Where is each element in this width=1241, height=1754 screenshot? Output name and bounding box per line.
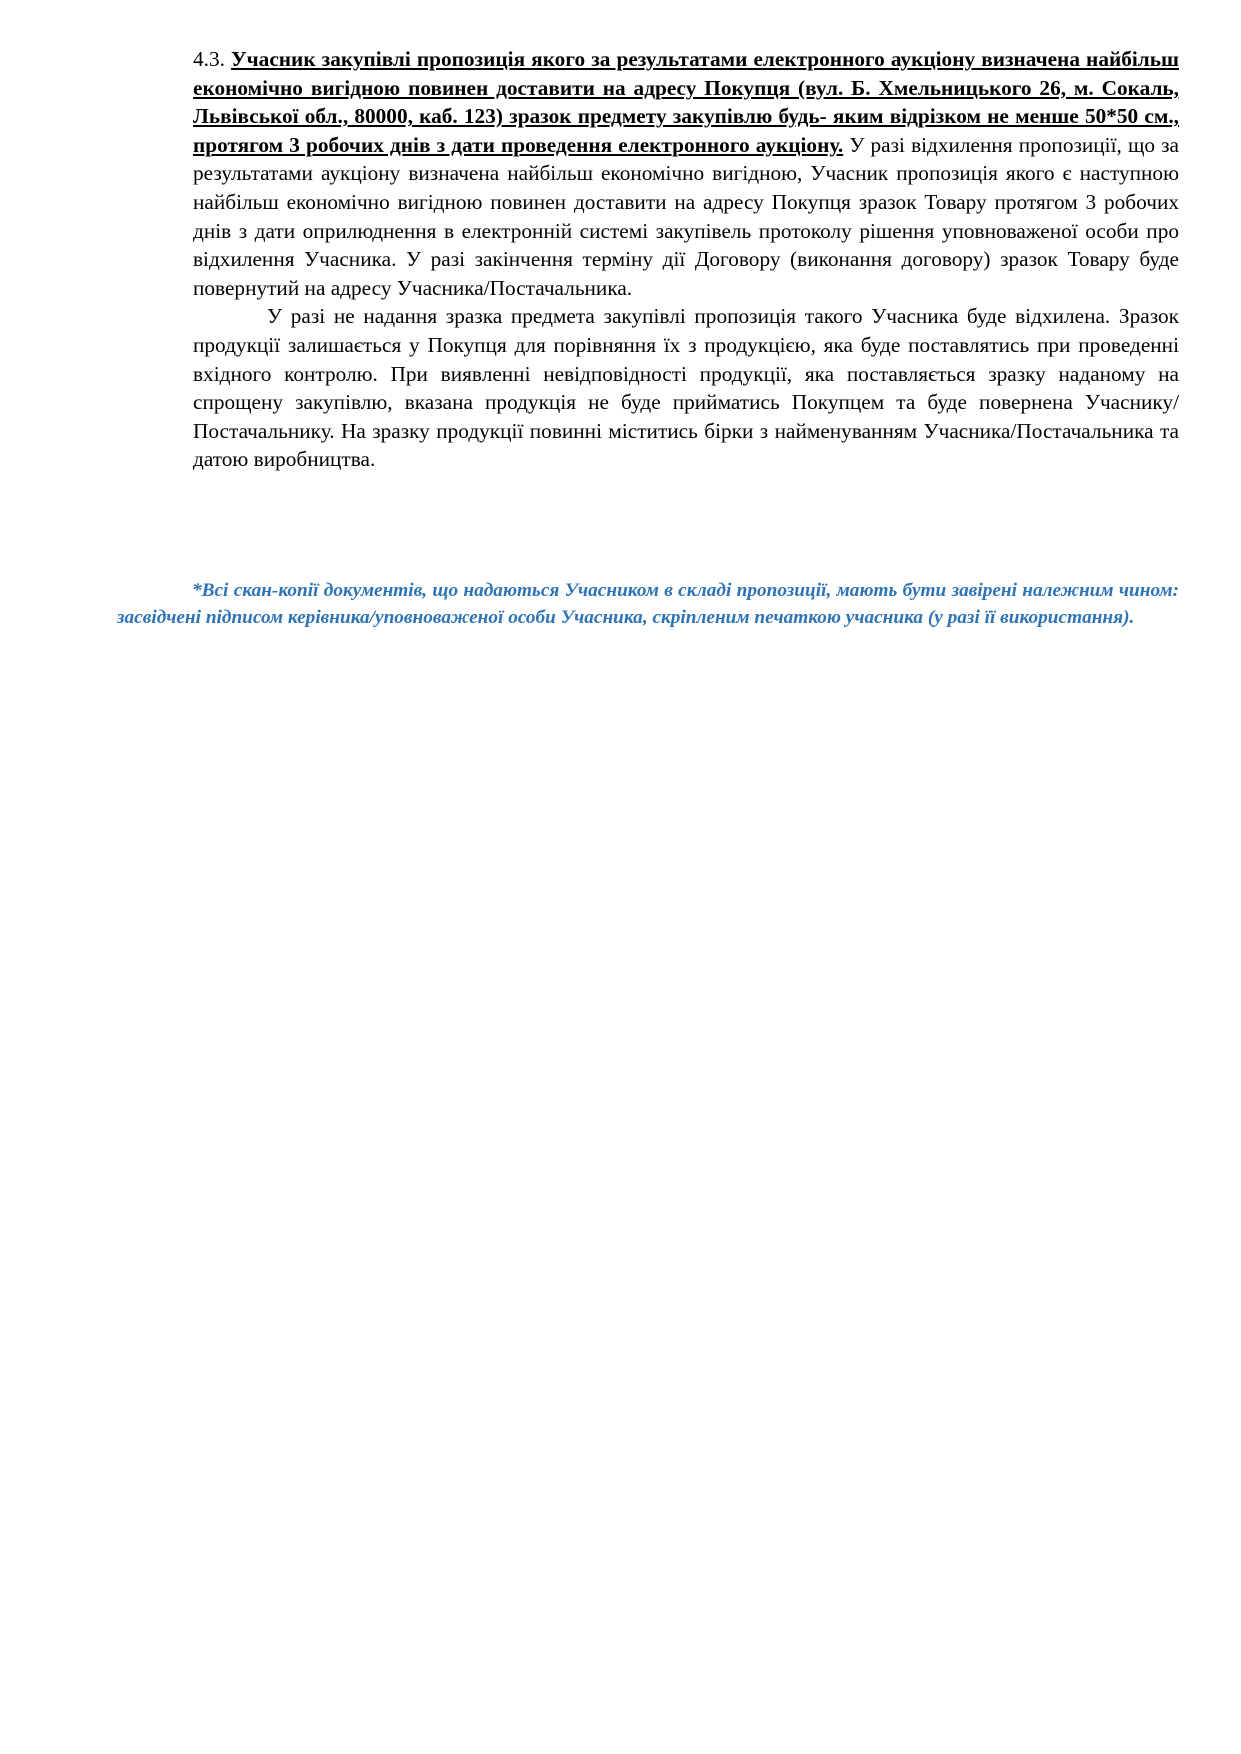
certification-note: *Всі скан-копії документів, що надаються Учасником в складі пропозиції, мають бути завірені належним чином: засвідчені підписом керівника/уповноваженої особи Учасника, скріпленим печаткою учасника (у разі її використання). (117, 580, 1179, 628)
section-body-text: У разі відхилення пропозиції, що за результатами аукціону визначена найбільш економічно вигідною, Учасник пропозиція якого є наступною найбільш економічно вигідною повинен доставити на адресу Покупця зразок Товару протягом 3 робочих днів з дати оприлюднення в електронній системі закупівель протоколу рішення уповноваженої особи про відхилення Учасника. У разі закінчення терміну дії Договору (виконання договору) зразок Товару буде повернутий на адресу Учасника/Постачальника. (193, 132, 1179, 300)
section-4-3-paragraph-1 (193, 45, 1179, 302)
section-number: 4.3. (193, 47, 225, 71)
section-4-3 (193, 45, 1179, 474)
section-4-3-paragraph-2: У разі не надання зразка предмета закупівлі пропозиція такого Учасника буде відхилена. Зразок продукції залишається у Покупця для порівняння їх з продукцією, яка буде поставлятись при проведенні вхідного контролю. При виявленні невідповідності продукції, яка поставляється зразку наданому на спрощену закупівлю, вказана продукція не буде прийматись Покупцем та буде повернена Учаснику/Постачальнику. На зразку продукції повинні міститись бірки з найменуванням Учасника/Постачальника та датою виробництва. (193, 304, 1179, 472)
section-highlight-text: Учасник закупівлі пропозиція якого за результатами електронного аукціону визначена найбільш економічно вигідною повинен доставити на адресу Покупця (вул. Б. Хмельницького 26, м. Сокаль, Львівської обл., 80000, каб. 123) зразок предмету закупівлю будь- яким відрізком не менше 50*50 см., протягом 3 робочих днів з дати проведення електронного аукціону. (193, 47, 1179, 157)
